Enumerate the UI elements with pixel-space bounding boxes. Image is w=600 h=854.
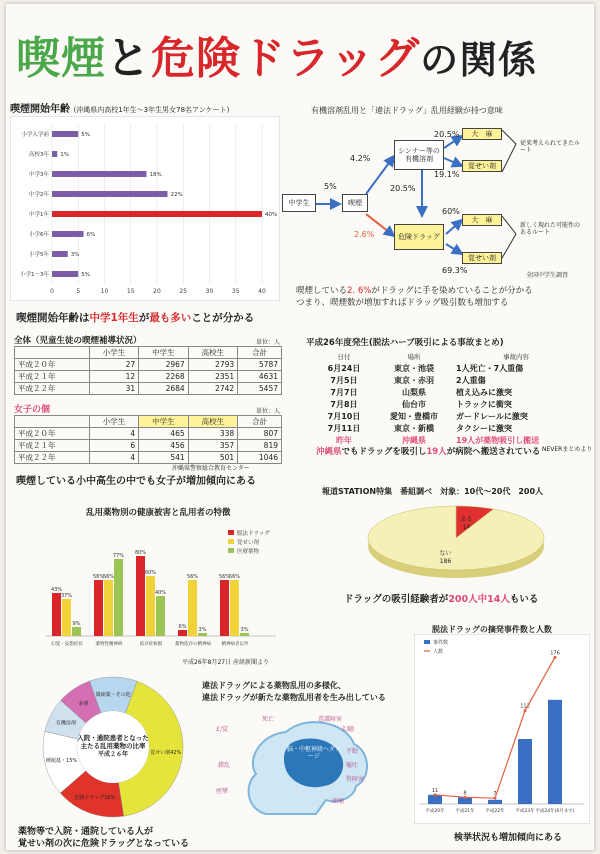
age-bar — [52, 131, 78, 137]
table-row — [15, 359, 282, 371]
drug-legend-swatch — [228, 539, 234, 544]
table-header-cell: 高校生 — [188, 347, 238, 359]
flow-p-solvent-cannabis: 20.5% — [434, 130, 460, 139]
flow-note-2: つまり、喫煙数が増加すればドラッグ吸引数も増加する — [296, 298, 509, 308]
flow-solvent-box: シンナー等の有機溶剤 — [394, 140, 444, 170]
table-cell: 338 — [188, 428, 238, 440]
drug-bar — [198, 633, 207, 636]
age-bar — [52, 211, 262, 217]
brain-label: 不眠 — [346, 748, 359, 755]
age-bar — [52, 271, 78, 277]
age-tick-label: 40 — [258, 288, 266, 295]
table-cell: 4631 — [238, 371, 282, 383]
drug-bar-source: 平成26年8月27日 産経新聞より — [182, 659, 269, 666]
flow-cannabis-2: 大 麻 — [462, 214, 502, 226]
drug-bar — [136, 556, 145, 636]
brain-label: 頭痛 — [332, 798, 345, 805]
drug-bar — [52, 593, 61, 636]
pie-heading: 報道STATION特集 番組調べ 対象：10代～20代 200人 — [322, 487, 544, 496]
arrests-point — [524, 709, 527, 712]
drug-category-label: 薬物性精神病 — [95, 642, 123, 647]
calendar-row: 7月10日 愛知・豊橋市 ガードレールに激突 — [327, 411, 528, 421]
flow-note-1: 喫煙している2. 6%がドラッグに手を染めていることが分かる — [296, 286, 533, 296]
drug-bar — [104, 580, 113, 636]
brain-label: 痙攣 — [216, 788, 229, 795]
arrests-value-label: 11 — [431, 787, 439, 794]
pie-slice-label: ある — [460, 515, 473, 523]
flow-source: 全国中学生調査 — [526, 272, 569, 279]
drug-bar — [146, 576, 155, 636]
arrests-value-label: 7 — [493, 791, 497, 798]
calendar-header: 日付 場所 事故内容 — [337, 352, 529, 361]
table-cell: 465 — [139, 428, 189, 440]
table-cell: 819 — [238, 440, 282, 452]
flow-smoke-box: 喫煙 — [342, 194, 368, 212]
drug-bar-value: 80% — [134, 550, 147, 556]
donut-slice-label: 多剤 — [78, 701, 89, 708]
drug-legend-label: 医療薬物 — [237, 549, 260, 555]
drug-legend-swatch — [228, 530, 234, 535]
age-tick-label: 20 — [153, 288, 161, 295]
calendar-row: 7月11日 東京・新橋 タクシーに激突 — [327, 423, 512, 433]
brain-label: 嘔吐 — [346, 762, 359, 769]
age-value-label: 40% — [265, 212, 278, 218]
age-message: 喫煙開始年齢は中学1年生が最も多いことが分かる — [16, 312, 255, 324]
arrests-chart — [414, 634, 590, 824]
drug-bar — [114, 559, 123, 636]
drug-bar-value: 40% — [154, 590, 167, 596]
flow-p-start: 5% — [324, 182, 337, 191]
age-value-label: 5% — [81, 272, 90, 278]
table-cell: 541 — [139, 452, 189, 464]
table-cell: 4 — [89, 428, 139, 440]
age-category-label: 小学1～3年 — [20, 272, 49, 278]
arrests-bar — [488, 800, 502, 804]
donut-slice-label: 覚せい剤42% — [150, 750, 182, 757]
table-girls-source: 沖縄県警察総合教育センター — [172, 465, 250, 472]
table-cell: 357 — [188, 440, 238, 452]
table-cell: 5457 — [238, 383, 282, 395]
age-value-label: 5% — [81, 132, 90, 138]
arrests-category-label: 平成24年(6月まで) — [535, 809, 575, 814]
drug-bar — [220, 580, 229, 636]
drug-bar-chart — [46, 524, 286, 664]
table-all-unit: 単位：人 — [256, 339, 281, 346]
donut-slice-label: 鎮痛薬・その他 — [95, 692, 131, 699]
calendar-title: 平成26年度発生(脱法ハーブ吸引による事故まとめ) — [306, 338, 504, 348]
drug-bar — [188, 580, 197, 636]
pie-message: ドラッグの吸引経験者が200人中14人もいる — [344, 594, 539, 605]
brain-label: 腎障害 — [346, 776, 365, 783]
drug-bar-value: 9% — [72, 621, 81, 627]
table-cell: 2684 — [139, 383, 189, 395]
table-cell: 2268 — [139, 371, 189, 383]
table-cell: 4 — [89, 452, 139, 464]
drug-bar — [156, 596, 165, 636]
flow-stim-1: 覚せい剤 — [462, 160, 502, 172]
arrests-legend-label: 事件数 — [433, 640, 449, 646]
pie-slice-label: ない — [439, 550, 452, 558]
drug-bar — [62, 599, 71, 636]
calendar-row: 昨年 沖縄県 19人が薬物吸引し搬送 — [336, 435, 540, 445]
age-category-label: 中学2年 — [29, 192, 49, 198]
drug-legend-label: 脱法ドラッグ — [237, 531, 270, 537]
age-chart-heading: 喫煙開始年齢 (沖縄県内高校1年生～3年生男女78名アンケート) — [10, 104, 230, 115]
flow-stim-2: 覚せい剤 — [462, 252, 502, 264]
age-category-label: 小学6年 — [29, 232, 49, 238]
table-cell: 平成２２年 — [15, 383, 90, 395]
brain-label: 死亡 — [262, 716, 275, 723]
table-girls-unit: 単位：人 — [256, 408, 281, 415]
flow-cannabis-1: 大 麻 — [462, 128, 502, 140]
drug-legend-label: 覚せい剤 — [237, 540, 260, 546]
girls-message: 喫煙している小中高生の中でも女子が増加傾向にある — [16, 476, 256, 487]
pie-slice-value: 186 — [439, 558, 452, 566]
drug-category-label: 薬物依存の精神病 — [175, 642, 211, 647]
table-header-cell: 小学生 — [89, 416, 139, 428]
age-category-label: 高校3年 — [29, 152, 49, 158]
calendar-note: NEVERまとめより — [542, 446, 593, 453]
table-row — [15, 428, 282, 440]
arrests-category-label: 平成23年 — [515, 809, 535, 814]
brain-illustration — [206, 704, 386, 824]
calendar-row: 7月5日 東京・赤羽 2人重傷 — [330, 375, 486, 385]
table-cell: 2351 — [188, 371, 238, 383]
drug-bar-value: 43% — [50, 587, 63, 593]
drug-bar-value: 3% — [198, 627, 207, 633]
table-cell: 平成２０年 — [15, 428, 90, 440]
donut-message-a: 薬物等で入院・通院している人が — [18, 827, 154, 837]
age-bar — [52, 231, 84, 237]
flow-heading: 有機溶剤乱用と「違法ドラッグ」乱用経験が持つ意味 — [311, 106, 503, 115]
brain-center: 脳・中枢神経へダメージ — [286, 746, 341, 761]
age-tick-label: 15 — [126, 288, 135, 295]
drug-bar — [178, 630, 187, 636]
table-header-cell: 高校生 — [188, 416, 238, 428]
table-cell: 456 — [139, 440, 189, 452]
arrests-legend-label: 人数 — [433, 649, 444, 655]
table-cell: 平成２１年 — [15, 440, 90, 452]
age-value-label: 1% — [60, 152, 69, 158]
arrests-point — [494, 797, 497, 800]
table-header-cell: 中学生 — [139, 416, 189, 428]
drug-bar-value: 37% — [60, 593, 73, 599]
donut-message-b: 覚せい剤の次に危険ドラッグとなっている — [18, 839, 190, 849]
table-all — [14, 346, 282, 395]
flow-route-2: 新しく現れた可能性のあるルート — [520, 222, 581, 237]
arrests-category-label: 平成21年 — [455, 809, 475, 814]
age-category-label: 小学入学前 — [21, 132, 49, 138]
flow-p-danger-stim: 69.3% — [442, 266, 468, 275]
drug-category-label: 幻覚・妄想症状 — [51, 642, 83, 647]
drug-bar-value: 60% — [144, 570, 157, 576]
calendar-message: 沖縄県でもドラッグを吸引し19人が病院へ搬送されている — [316, 447, 541, 457]
table-cell: 2793 — [188, 359, 238, 371]
drug-bar — [94, 580, 103, 636]
drug-bar-value: 56% — [92, 574, 105, 580]
pie-slice — [368, 506, 544, 570]
age-tick-label: 10 — [100, 288, 109, 295]
arrests-value-label: 8 — [463, 790, 467, 797]
age-bar — [52, 191, 168, 197]
table-header-cell — [15, 416, 90, 428]
flow-danger-box: 危険ドラッグ — [394, 224, 444, 250]
drug-bar-value: 3% — [240, 627, 249, 633]
flow-p-danger-cannabis: 60% — [442, 207, 460, 216]
table-cell: 平成２２年 — [15, 452, 90, 464]
table-cell: 6 — [89, 440, 139, 452]
flow-p-solvent-stim: 19.1% — [434, 170, 460, 179]
page-title: 喫煙と危険ドラッグの関係 — [16, 33, 538, 84]
age-chart-frame — [10, 116, 280, 301]
drug-category-label: 精神病者以外 — [221, 642, 249, 647]
drug-legend-swatch — [228, 548, 234, 553]
pie-slice-value: 14 — [462, 523, 471, 531]
age-category-label: 中学1年 — [29, 212, 49, 218]
flow-route-1: 従来考えられてきたルート — [520, 140, 581, 155]
age-tick-label: 35 — [231, 288, 240, 295]
drug-category-label: 依存症候群 — [139, 642, 163, 647]
table-cell: 2742 — [188, 383, 238, 395]
age-bar — [52, 251, 68, 257]
donut-slice-label: 有機溶剤 — [55, 720, 76, 727]
calendar-row: 7月8日 仙台市 トラックに衝突 — [330, 399, 512, 409]
donut-center: 入院・通院患者となった 主たる乱用薬物の比率 平成２６年 — [77, 734, 149, 758]
table-cell: 12 — [89, 371, 139, 383]
age-tick-label: 0 — [50, 288, 54, 295]
drug-bar-title: 乱用薬物別の健康被害と乱用者の特徴 — [86, 508, 231, 518]
pie-chart — [356, 498, 556, 583]
brain-label: 意識障害 — [318, 716, 343, 723]
table-header-cell: 合計 — [238, 416, 282, 428]
table-cell: 5787 — [238, 359, 282, 371]
table-header-cell: 小学生 — [89, 347, 139, 359]
arrests-bar — [548, 700, 562, 804]
flow-p-smoke-danger: 2.6% — [354, 230, 375, 239]
table-row — [15, 383, 282, 395]
flow-p-solvent-danger: 20.5% — [390, 184, 416, 193]
arrests-point — [554, 656, 557, 659]
age-bar-chart — [10, 116, 280, 301]
drug-bar-value: 56% — [218, 574, 231, 580]
brain-label: 幻覚 — [216, 726, 229, 733]
table-cell: 平成２１年 — [15, 371, 90, 383]
calendar-table — [316, 350, 588, 446]
table-row — [15, 440, 282, 452]
age-bar — [52, 151, 57, 157]
table-header-cell: 合計 — [238, 347, 282, 359]
arrests-point — [434, 793, 437, 796]
arrests-message: 検挙状況も増加傾向にある — [454, 833, 563, 843]
age-value-label: 18% — [149, 172, 162, 178]
table-cell: 31 — [89, 383, 139, 395]
table-cell: 平成２０年 — [15, 359, 90, 371]
table-row — [15, 452, 282, 464]
drug-bar-value: 56% — [102, 574, 115, 580]
age-value-label: 3% — [70, 252, 80, 258]
donut-slice-label: 危険ドラッグ16% — [74, 794, 116, 801]
brain-label: 錯乱 — [218, 762, 231, 769]
table-girls-title: 女子の個 — [14, 405, 51, 415]
donut-slice-label: 睡眠薬・15% — [46, 757, 78, 764]
table-cell: 1046 — [238, 452, 282, 464]
age-category-label: 小学5年 — [29, 252, 49, 258]
age-tick-label: 30 — [205, 288, 214, 295]
brain-label: 幻聴 — [342, 726, 355, 733]
drug-bar — [240, 633, 249, 636]
drug-bar-value: 56% — [228, 574, 241, 580]
age-category-label: 中学3年 — [29, 172, 49, 178]
calendar-row: 6月24日 東京・池袋 1人死亡・7人重傷 — [327, 363, 524, 373]
table-header-cell — [15, 347, 90, 359]
calendar-row: 7月7日 山梨県 植え込みに激突 — [330, 387, 512, 397]
table-cell: 807 — [238, 428, 282, 440]
table-cell: 501 — [188, 452, 238, 464]
donut-heading-a: 違法ドラッグによる薬物乱用の多様化、 — [202, 681, 346, 690]
drug-bar-value: 6% — [178, 624, 187, 630]
table-header-cell: 中学生 — [139, 347, 189, 359]
arrests-legend-swatch — [424, 640, 430, 644]
donut-heading-b: 違法ドラッグが新たな薬物乱用者を生み出している — [202, 693, 386, 702]
arrests-title: 脱法ドラッグの摘発事件数と人数 — [432, 625, 552, 634]
drug-bar-value: 56% — [186, 574, 199, 580]
drug-bar — [230, 580, 239, 636]
age-bar — [52, 171, 147, 177]
arrests-category-label: 平成22年 — [485, 809, 505, 814]
arrests-category-label: 平成20年 — [425, 809, 445, 814]
table-girls — [14, 415, 282, 464]
poster — [6, 4, 594, 850]
table-cell: 2967 — [139, 359, 189, 371]
flow-p-smoke-solvent: 4.2% — [350, 154, 371, 163]
table-all-title: 全体（児童生徒の喫煙補導状況） — [14, 336, 142, 346]
drug-bar — [72, 627, 81, 636]
arrests-bar — [518, 739, 532, 804]
age-value-label: 22% — [170, 192, 183, 198]
age-value-label: 6% — [86, 232, 96, 238]
table-cell: 27 — [89, 359, 139, 371]
drug-bar-value: 77% — [112, 553, 125, 559]
table-row — [15, 371, 282, 383]
age-tick-label: 25 — [179, 288, 188, 295]
arrests-value-label: 112 — [520, 703, 530, 710]
age-tick-label: 5 — [76, 288, 81, 295]
arrests-value-label: 176 — [550, 650, 560, 657]
arrests-point — [464, 796, 467, 799]
flow-start-box: 中学生 — [282, 194, 316, 212]
